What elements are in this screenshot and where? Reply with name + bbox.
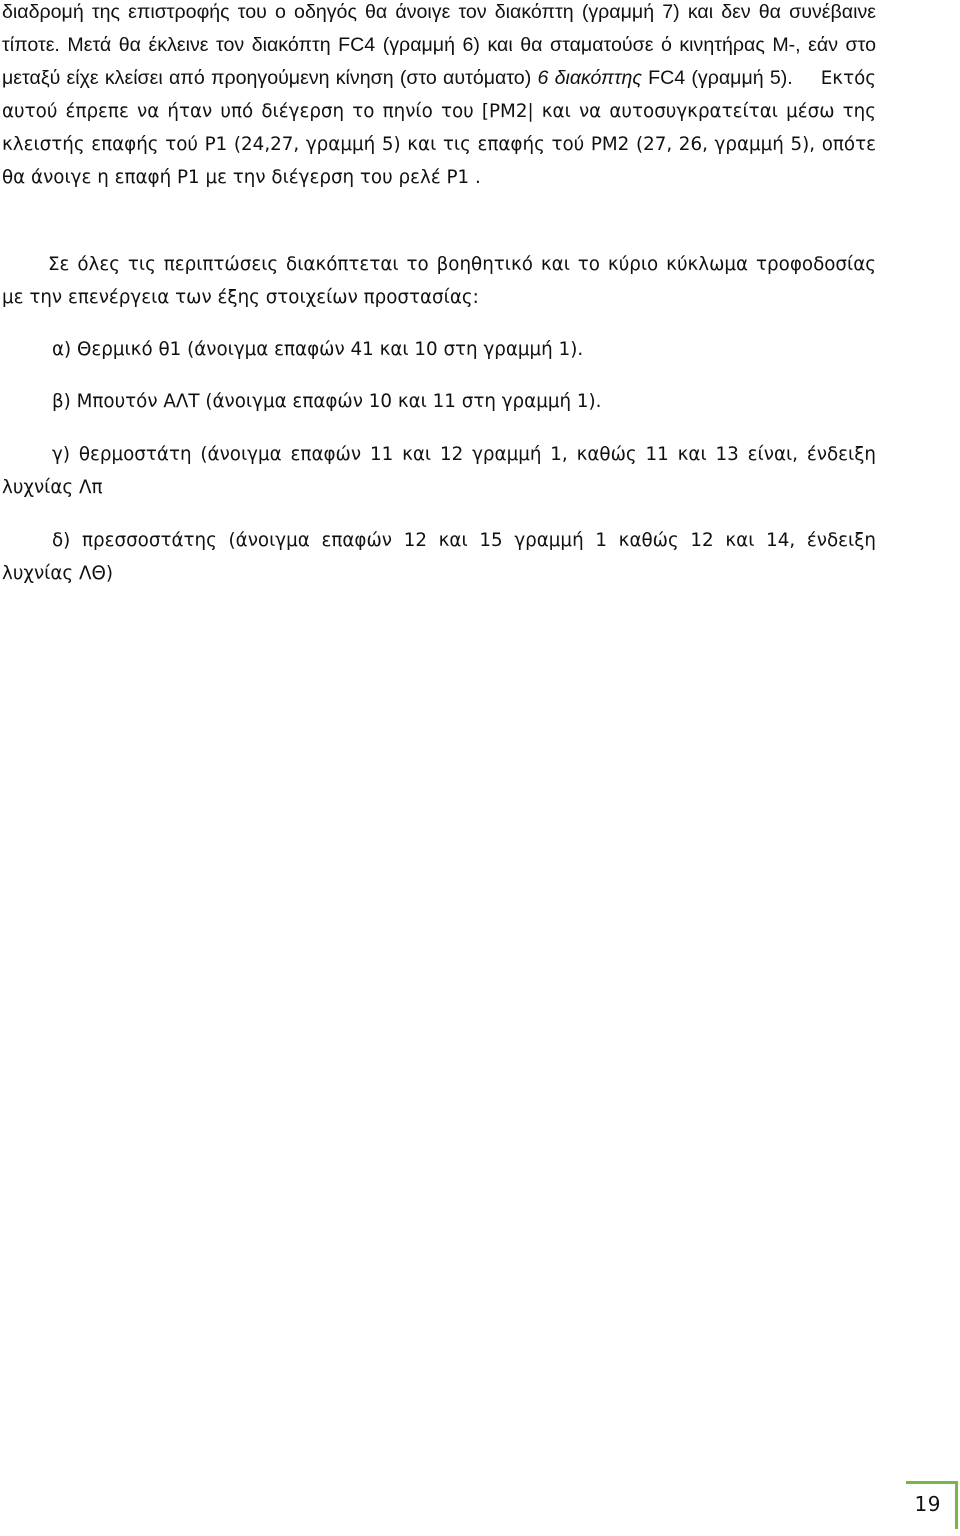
- list-item: γ) θερμοστάτη (άνοιγμα επαφών 11 και 12 γραμμή 1, καθώς 11 και 13 είναι, ένδειξη λυχνίας Λπ: [2, 444, 876, 498]
- paragraph-text-part3: FC4 (γραμμή 5).: [641, 67, 793, 89]
- protection-intro-paragraph: Σε όλες τις περιπτώσεις διακόπτεται το βοηθητικό και το κύριο κύκλωμα τροφοδοσίας με την επενέργεια των έξης στοιχείων προστασίας:: [2, 254, 876, 308]
- list-item: α) Θερμικό θ1 (άνοιγμα επαφών 41 και 10 στη γραμμή 1).: [52, 339, 584, 360]
- paragraph-continuation: [2, 0, 876, 194]
- list-item: β) Μπουτόν ΑΛΤ (άνοιγμα επαφών 10 και 11 στη γραμμή 1).: [52, 391, 602, 412]
- page-number: 19: [914, 1492, 941, 1516]
- paragraph-text-part1: διαδρομή της επιστροφής του ο οδηγός θα άνοιγε τον διακόπτη (γραμμή 7) και δεν θα συνέβαινε τίποτε. Μετά θα έκλεινε τον διακόπτη FC4 (γραμμή 6) και θα σταματούσε ό κινητήρας Μ-, εάν στο μεταξύ είχε κλείσει από προηγούμενη κίνηση (στο αυτόματο): [2, 1, 876, 89]
- page-number-frame: [906, 1481, 958, 1529]
- list-item: δ) πρεσσοστάτης (άνοιγμα επαφών 12 και 15 γραμμή 1 καθώς 12 και 14, ένδειξη λυχνίας ΛΘ): [2, 530, 876, 584]
- paragraph-text-part4: Εκτός αυτού έπρεπε να ήταν υπό διέγερση το πηνίο του [ΡΜ2| και να αυτοσυγκρατείται μέσω της κλειστής επαφής τού Ρ1 (24,27, γραμμή 5) και τις επαφής τού ΡΜ2 (27, 26, γραμμή 5), οπότε θα άνοιγε η επαφή Ρ1 με την διέγερση του ρελέ Ρ1 .: [2, 68, 876, 188]
- paragraph-text-italic: 6 διακόπτης: [537, 67, 642, 89]
